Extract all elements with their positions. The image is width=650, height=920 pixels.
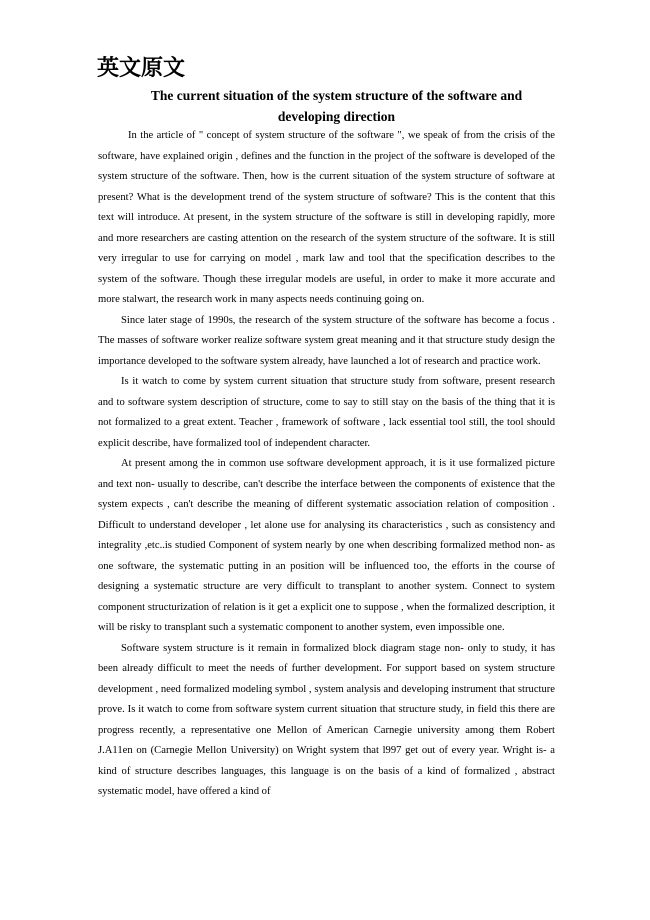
section-heading: 英文原文 [97,56,186,81]
paragraph: In the article of " concept of system structure of the software ", we speak of from the crisis of the software, have explained origin , defines and the function in the project of the software is developed of the system structure of the software. Then, how is the current situation of the system structure of software at present? What is the development trend of the system structure of software? This is the content that this text will introduce. At present, in the system structure of the software is still in developing rapidly, more and more researchers are casting attention on the research of the system structure of the software. It is still very irregular to use for carrying on model , mark law and tool that the specification describes to the system of the software. Though these irregular models are useful, in order to make it more accurate and more stalwart, the research work in many aspects needs continuing going on. [98,130,555,305]
article-title: The current situation of the system structure of the software and developing direction [150,88,523,124]
paragraph: Is it watch to come by system current situation that structure study from software, present research and to software system description of structure, come to say to still stay on the basis of the thing that it is not formalized to a great extent. Teacher , framework of software , lack essential tool still, the tool should explicit describe, have formalized tool of independent character. [98,376,555,449]
article-body [98,126,555,803]
paragraph: At present among the in common use software development approach, it is it use formalized picture and text non- usually to describe, can't describe the interface between the components of existence that the system expects , can't describe the meaning of different systematic association relation of composition . Difficult to understand developer , let alone use for analysing its characteristics , such as consistency and integrality ,etc..is studied Component of system nearly by one when describing formalized method non- as one software, the systematic putting in an position will be influenced too, the efforts in the course of designing a systematic structure are very difficult to transplant to another system. Connect to system component structurization of relation is it get a explicit one to suppose , when the formalized description, it will be risky to transplant such a systematic component to another system, even impossible one. [98,458,555,633]
paragraph: Software system structure is it remain in formalized block diagram stage non- only to study, it has been already difficult to meet the needs of further development. For support based on system structure development , need formalized modeling symbol , system analysis and developing instrument that structure prove. Is it watch to come from software system current situation that structure study, in field this there are progress recently, a representative one Mellon of American Carnegie university among them Robert J.A11en on (Carnegie Mellon University) on Wright system that l997 get out of every year. Wright is- a kind of structure describes languages, this language is on the basis of a kind of formalized , abstract systematic model, have offered a kind of [98,642,555,797]
paragraph: Since later stage of 1990s, the research of the system structure of the software has become a focus . The masses of software worker realize software system great meaning and it that structure study design the importance developed to the software system already, have launched a lot of research and practice work. [98,314,555,367]
